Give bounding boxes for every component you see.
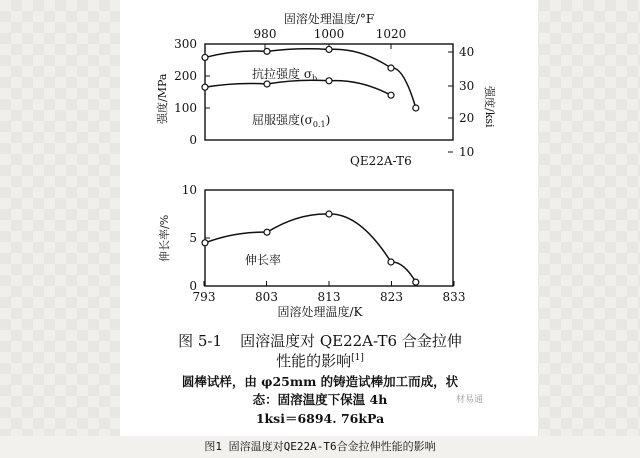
strength-left-tick-label: 200 [174,69,197,83]
strength-data-point [202,84,208,90]
strength-right-tick-label: 20 [459,111,475,125]
strength-right-tick-label: 40 [459,45,475,59]
strength-right-ticks [448,45,474,159]
elongation-data-point [326,211,332,217]
elongation-ylabel: 伸长率/% [158,214,171,262]
strength-right-tick-label: 30 [459,79,475,93]
strength-data-point [264,81,270,87]
strength-data-point [326,78,332,84]
elongation-data-point [413,279,419,285]
bottom-tick-label: 833 [442,290,466,304]
strength-left-tick-label: 100 [174,101,197,115]
caption-note-line2: 态：固溶温度下保温 4h [252,392,388,407]
strength-data-point [202,54,208,60]
caption-title-text1: 固溶温度对 QE22A-T6 合金拉伸 [240,332,462,350]
strength-right-tick-label: 10 [459,145,475,159]
caption-note-line3: 1ksi＝6894. 76kPa [255,411,385,426]
bottom-tick-label: 813 [317,290,341,304]
elongation-label: 伸长率 [245,253,282,267]
elongation-left-ticks [182,183,210,293]
top-tick-label: 980 [253,27,277,41]
elongation-plot-frame [205,190,453,286]
strength-data-point [388,92,394,98]
bottom-axis-label: 固溶处理温度/K [277,305,363,319]
alloy-annotation: QE22A-T6 [350,154,412,168]
caption-title-text2: 性能的影响 [276,352,352,370]
strength-data-point [326,46,332,52]
figure-label: 图 5-1 [178,332,223,350]
bottom-tick-label: 823 [380,290,403,304]
watermark-logo: 材易通 [456,395,484,405]
caption-note-line1: 圆棒试样，由 φ25mm 的铸造试棒加工而成，状 [181,374,459,389]
elongation-series [202,211,419,285]
caption-title-line2 [0,350,640,371]
strength-left-tick-label: 300 [174,37,197,51]
elongation-tick-label: 5 [189,231,197,245]
top-axis-ticks [254,27,407,49]
elongation-series-line-0 [205,214,416,282]
elongation-data-point [264,229,270,235]
strength-chart [155,11,497,168]
yield-label: 屈服强度$(\sigma_{0.1})$ [252,113,331,129]
elongation-data-point [202,240,208,246]
elongation-tick-label: 0 [189,279,197,293]
elongation-tick-label: 10 [181,183,197,197]
elongation-data-point [388,259,394,265]
top-axis-label: 固溶处理温度/°F [283,12,375,26]
strength-ylabel-left: 强度/MPa [156,73,169,124]
caption-title-line1 [0,330,640,351]
strength-data-point [388,65,394,71]
bottom-tick-label: 803 [255,290,278,304]
tensile-label: 抗拉强度 $\sigma_b$ [252,67,318,83]
strength-ylabel-right: 强度/ksi [483,86,496,128]
bottom-tick-label: 793 [192,290,216,304]
strength-data-point [264,48,270,54]
footer-caption: 图1 固溶温度对QE22A-T6合金拉伸性能的影响 [0,436,640,458]
caption-citation: [1] [351,353,364,363]
top-tick-label: 1020 [375,27,407,41]
strength-data-point [413,105,419,111]
elongation-chart [157,183,465,319]
bottom-axis-ticks [193,281,466,304]
strength-series-line-1 [205,80,391,95]
strength-left-tick-label: 0 [189,133,197,147]
top-tick-label: 1000 [313,27,345,41]
